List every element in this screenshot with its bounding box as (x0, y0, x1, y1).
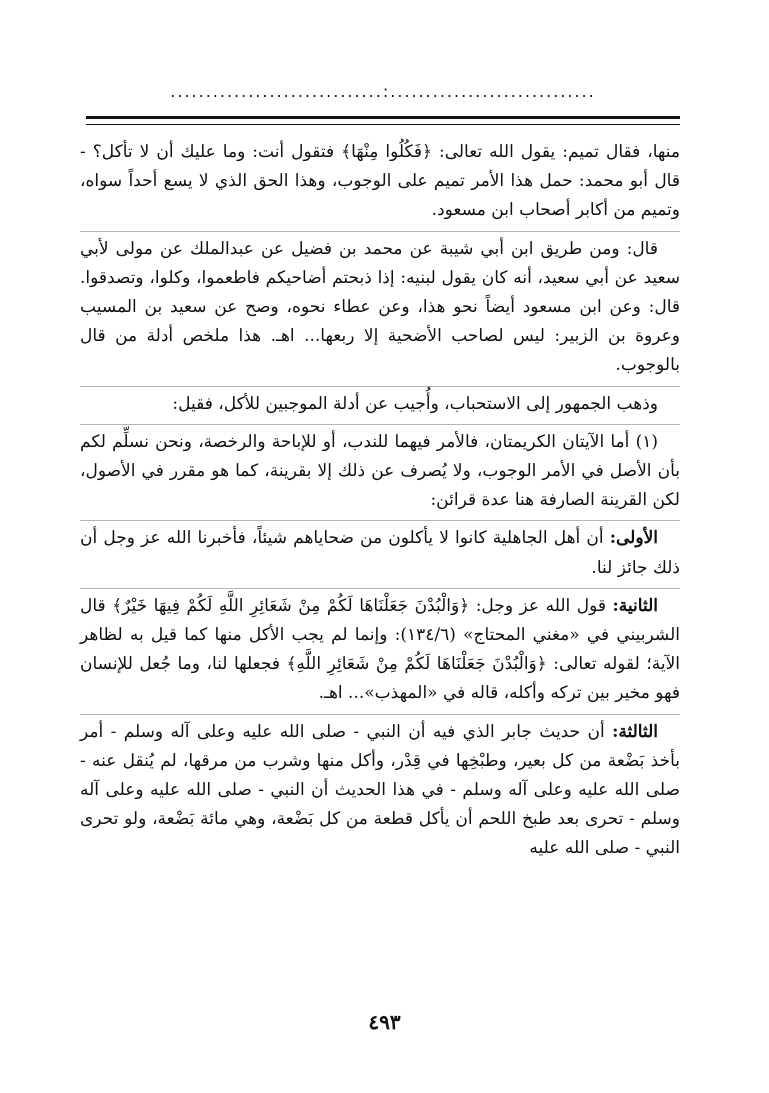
point-label-first: الأولى: (609, 528, 658, 549)
paragraph-1: منها، فقال تميم: يقول الله تعالى: ﴿فَكُلُوا مِنْهَا﴾ فتقول أنت: وما عليك أن لا تأكل؟ - قال أبو محمد: حمل هذا الأمر تميم على الوجوب، وهذا الحق الذي لا يسع أحداً سواه، وتميم من أكابر أصحاب ابن مسعود. (80, 142, 680, 221)
point-text-third: أن حديث جابر الذي فيه أن النبي - صلى الله عليه وعلى آله وسلم - أمر بأخذ بَضْعة من كل بعير، وطبْخِها في قِدْر، وأكل منها وشرب من مرقها، لم يُنقل عنه - صلى الله عليه وعلى آله وسلم - في هذا الحديث أن النبي - صلى الله عليه وعلى آله وسلم - تحرى بعد طبخ اللحم أن يأكل قطعة من كل بَضْعة، وهي مائة بَضْعة، ولو تحرى النبي - صلى الله عليه (80, 721, 680, 859)
paragraph-divider (80, 424, 680, 425)
paragraph-divider (80, 588, 680, 589)
point-label-third: الثالثة: (612, 721, 658, 742)
page-number: ٤٩٣ (368, 1010, 401, 1034)
paragraph-3: وذهب الجمهور إلى الاستحباب، وأُجيب عن أدلة الموجبين للأكل، فقيل: (172, 393, 658, 414)
paragraph-4: (١) أما الآيتان الكريمتان، فالأمر فيهما للندب، أو للإباحة والرخصة، ونحن نسلِّم لكم بأن الأصل في الأمر الوجوب، ولا يُصرف عن ذلك إلا بقرينة، كما هو مقرر في الأصول، لكن القرينة الصارفة هنا عدة قرائن: (80, 431, 680, 511)
paragraph-7 (80, 718, 680, 864)
header-dotted-line: ..............................:............................. (170, 82, 596, 101)
page-body (80, 138, 680, 864)
paragraph-divider (80, 386, 680, 387)
header-rule-thick (86, 116, 680, 119)
point-text-second: قول الله عز وجل: ﴿وَالْبُدْنَ جَعَلْنَاهَا لَكُمْ مِنْ شَعَائِرِ اللَّهِ لَكُمْ فِيهَا خَيْرٌ﴾ قال الشربيني في «مغني المحتاج» (١٣٤/٦): وإنما لم يجب الأكل منها كما قيل به لظاهر الآية؛ لقوله تعالى: ﴿وَالْبُدْنَ جَعَلْنَاهَا لَكُمْ مِنْ شَعَائِرِ اللَّهِ﴾ فجعلها لنا، وما جُعل للإنسان فهو مخير بين تركه وأكله، قاله في «المهذب»... اهـ. (80, 595, 680, 704)
paragraph-2: قال: ومن طريق ابن أبي شيبة عن محمد بن فضيل عن عبدالملك عن مولى لأبي سعيد عن أبي سعيد، أنه كان يقول لبنيه: إذا ذبحتم أضاحيكم فاطعموا، وكلوا، وتصدقوا. قال: وعن ابن مسعود أيضاً نحو هذا، وعن عطاء نحوه، وصح عن سعيد بن المسيب وعروة بن الزبير: ليس لصاحب الأضحية إلا ربعها... اهـ. هذا ملخص أدلة من قال بالوجوب. (80, 238, 680, 376)
paragraph-divider (80, 520, 680, 521)
paragraph-6 (80, 592, 680, 709)
paragraph-divider (80, 231, 680, 232)
paragraph-divider (80, 714, 680, 715)
point-label-second: الثانية: (612, 595, 658, 616)
paragraph-5 (80, 524, 680, 582)
header-rule-thin (86, 124, 680, 125)
point-text-first: أن أهل الجاهلية كانوا لا يأكلون من ضحاياهم شيئاً، فأخبرنا الله عز وجل أن ذلك جائز لنا. (80, 528, 680, 578)
